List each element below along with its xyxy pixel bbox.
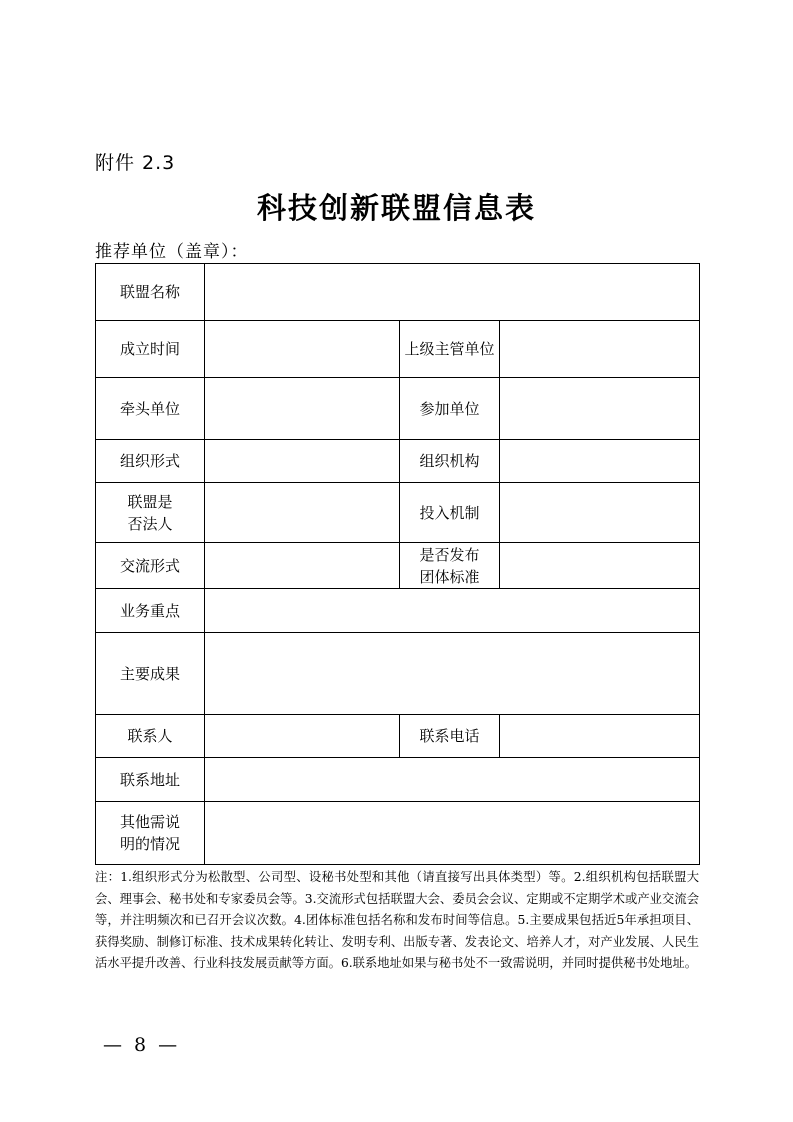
founded-time-field[interactable]	[205, 321, 400, 378]
supervisor-unit-label: 上级主管单位	[400, 321, 500, 378]
contact-phone-label: 联系电话	[400, 715, 500, 758]
alliance-name-label: 联盟名称	[96, 264, 205, 321]
table-row	[96, 633, 700, 715]
participant-unit-label: 参加单位	[400, 378, 500, 440]
group-standard-label-line2: 团体标准	[419, 567, 480, 586]
other-notes-label-line1: 其他需说	[119, 813, 180, 831]
page-title: 科技创新联盟信息表	[256, 191, 536, 225]
table-row	[96, 378, 700, 440]
contact-person-label: 联系人	[96, 715, 205, 758]
table-row	[96, 715, 700, 758]
table-row	[96, 483, 700, 543]
contact-address-label: 联系地址	[96, 758, 205, 802]
legal-person-label	[96, 483, 205, 543]
investment-mechanism-field[interactable]	[500, 483, 700, 543]
participant-unit-field[interactable]	[500, 378, 700, 440]
org-structure-field[interactable]	[500, 440, 700, 483]
org-form-field[interactable]	[205, 440, 400, 483]
org-form-label: 组织形式	[96, 440, 205, 483]
legal-person-field[interactable]	[205, 483, 400, 543]
table-row	[96, 802, 700, 865]
exchange-form-label: 交流形式	[96, 543, 205, 589]
group-standard-label-line1: 是否发布	[419, 545, 480, 564]
table-row	[96, 589, 700, 633]
recommend-unit-label: 推荐单位（盖章）：	[95, 242, 249, 262]
lead-unit-field[interactable]	[205, 378, 400, 440]
org-structure-label: 组织机构	[400, 440, 500, 483]
attachment-label: 附件 2.3	[95, 152, 176, 174]
table-row	[96, 758, 700, 802]
page-number: — 8 —	[103, 1034, 181, 1056]
contact-phone-field[interactable]	[500, 715, 700, 758]
supervisor-unit-field[interactable]	[500, 321, 700, 378]
business-focus-field[interactable]	[205, 589, 700, 633]
legal-person-label-line2: 否法人	[127, 514, 173, 533]
group-standard-label	[400, 543, 500, 589]
business-focus-label: 业务重点	[96, 589, 205, 633]
info-form-table	[95, 263, 700, 865]
table-row	[96, 321, 700, 378]
table-row	[96, 440, 700, 483]
footnote-text: 注：1.组织形式分为松散型、公司型、设秘书处型和其他（请直接写出具体类型）等。2.组织机构包括联盟大会、理事会、秘书处和专家委员会等。3.交流形式包括联盟大会、委员会会议、定期或不定期学术或产业交流会等，并注明频次和已召开会议次数。4.团体标准包括名称和发布时间等信息。5.主要成果包括近5年承担项目、获得奖励、制修订标准、技术成果转化转让、发明专利、出版专著、发表论文、培养人才，对产业发展、人民生活水平提升改善、行业科技发展贡献等方面。6.联系地址如果与秘书处不一致需说明，并同时提供秘书处地址。	[95, 870, 699, 970]
main-achievements-field[interactable]	[205, 633, 700, 715]
group-standard-field[interactable]	[500, 543, 700, 589]
table-row	[96, 543, 700, 589]
table-row	[96, 264, 700, 321]
legal-person-label-line1: 联盟是	[127, 492, 173, 511]
other-notes-field[interactable]	[205, 802, 700, 865]
alliance-name-field[interactable]	[205, 264, 700, 321]
investment-mechanism-label: 投入机制	[400, 483, 500, 543]
contact-person-field[interactable]	[205, 715, 400, 758]
other-notes-label	[96, 802, 205, 865]
other-notes-label-line2: 明的情况	[119, 835, 180, 853]
exchange-form-field[interactable]	[205, 543, 400, 589]
founded-time-label: 成立时间	[96, 321, 205, 378]
main-achievements-label: 主要成果	[96, 633, 205, 715]
lead-unit-label: 牵头单位	[96, 378, 205, 440]
contact-address-field[interactable]	[205, 758, 700, 802]
